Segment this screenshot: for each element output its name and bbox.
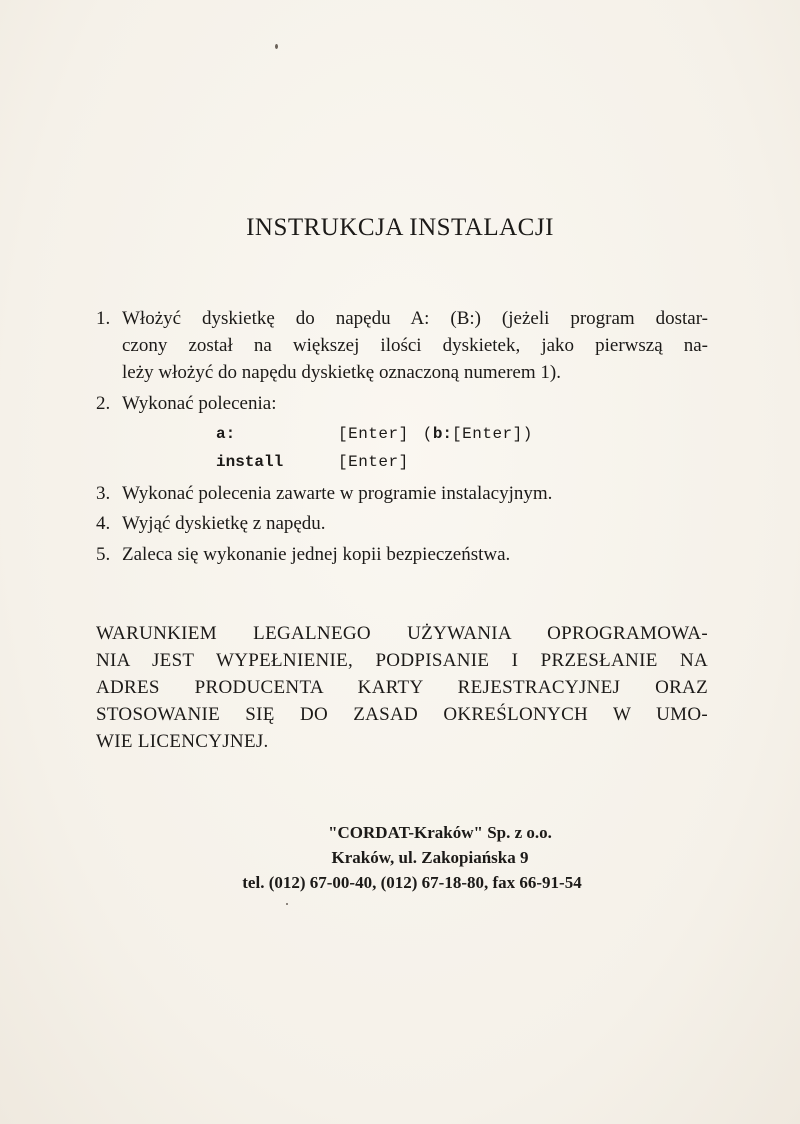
step-text: Wykonać polecenia zawarte w programie instalacyjnym. — [122, 483, 553, 504]
company-footer — [0, 820, 800, 895]
step-number: 3. — [96, 483, 111, 504]
paper-speck — [275, 44, 278, 49]
notice-line: WIE LICENCYJNEJ. — [96, 731, 269, 752]
step-3 — [96, 480, 708, 507]
alt-close-paren: ) — [522, 425, 533, 443]
company-address: Kraków, ul. Zakopiańska 9 — [331, 848, 529, 867]
notice-line: NIA JEST WYPEŁNIENIE, PODPISANIE I PRZESŁANIE NA — [96, 650, 708, 671]
step-5 — [96, 541, 708, 568]
step-text-line: leży włożyć do napędu dyskietkę oznaczoną numerem 1). — [122, 362, 561, 383]
alt-command-text: b: — [432, 425, 453, 443]
step-2 — [96, 390, 708, 417]
command-text: a: — [216, 425, 236, 443]
notice-line: WARUNKIEM LEGALNEGO UŻYWANIA OPROGRAMOWA- — [96, 623, 708, 644]
step-number: 1. — [96, 308, 111, 329]
command-row-a — [216, 424, 533, 444]
enter-key-text: [Enter] — [338, 453, 409, 471]
step-number: 2. — [96, 393, 111, 414]
step-1 — [96, 305, 708, 386]
step-text-line: czony został na większej ilości dyskietek, jako pierwszą na- — [122, 335, 708, 356]
step-text: Wykonać polecenia: — [122, 393, 277, 414]
company-name: "CORDAT-Kraków" Sp. z o.o. — [328, 823, 552, 842]
notice-line: STOSOWANIE SIĘ DO ZASAD OKREŚLONYCH W UMO- — [96, 704, 708, 725]
command-row-install — [216, 452, 409, 472]
page-title: INSTRUKCJA INSTALACJI — [246, 214, 554, 241]
alt-open-paren: ( — [422, 425, 433, 443]
notice-line: ADRES PRODUCENTA KARTY REJESTRACYJNEJ ORAZ — [96, 677, 708, 698]
step-4 — [96, 510, 708, 537]
paper-speck — [286, 903, 288, 905]
license-notice — [96, 620, 708, 755]
company-contact: tel. (012) 67-00-40, (012) 67-18-80, fax 66-91-54 — [242, 873, 582, 892]
step-number: 5. — [96, 544, 111, 565]
enter-key-text: [Enter] — [338, 425, 409, 443]
step-text-line: Włożyć dyskietkę do napędu A: (B:) (jeżeli program dostar- — [122, 308, 708, 329]
step-text: Wyjąć dyskietkę z napędu. — [122, 513, 326, 534]
step-text: Zaleca się wykonanie jednej kopii bezpieczeństwa. — [122, 544, 511, 565]
step-number: 4. — [96, 513, 111, 534]
command-text: install — [216, 453, 284, 471]
alt-enter-key-text: [Enter] — [452, 425, 523, 443]
